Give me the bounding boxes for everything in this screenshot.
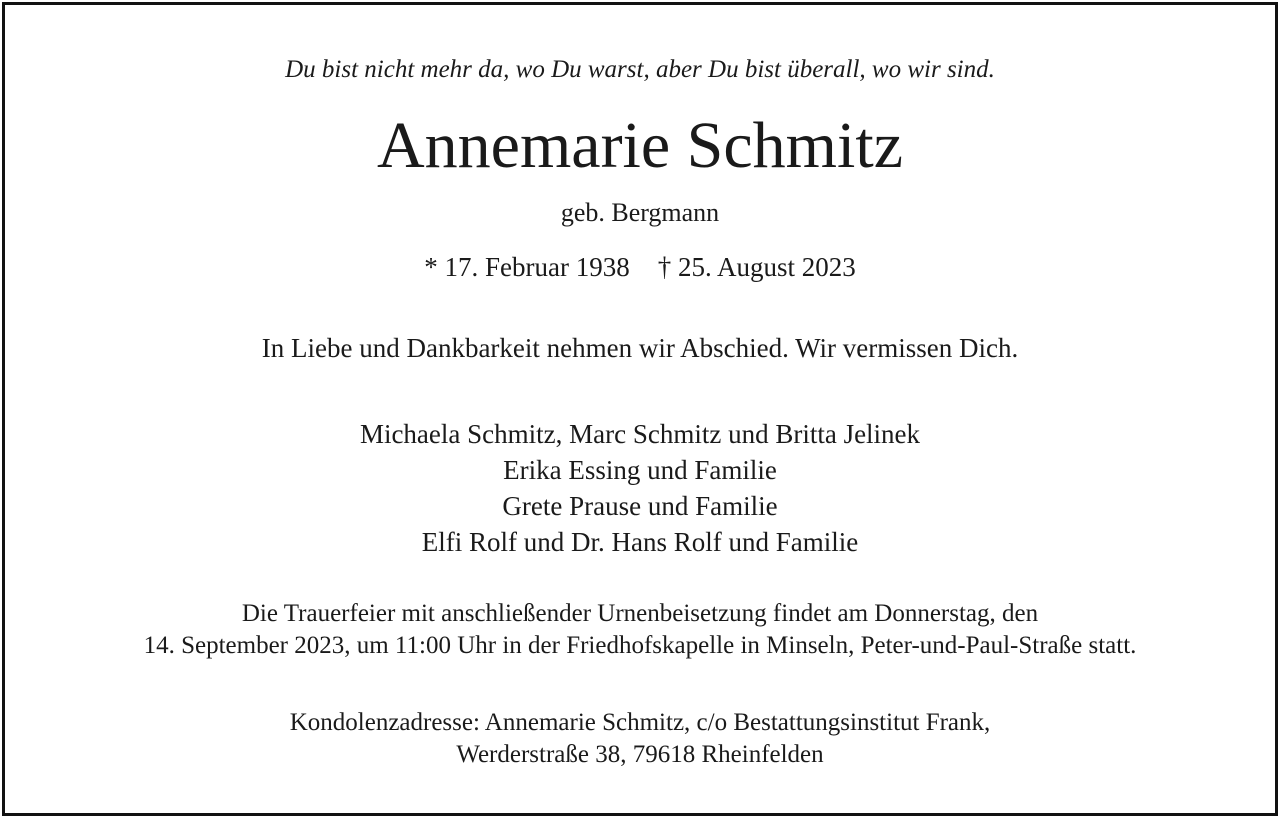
mourner-line: Michaela Schmitz, Marc Schmitz und Britta Jelinek [359,419,921,449]
farewell-text: In Liebe und Dankbarkeit nehmen wir Abschied. Wir vermissen Dich. [261,333,1019,363]
death-date: † 25. August 2023 [657,252,856,282]
maiden-name: geb. Bergmann [560,198,720,227]
ceremony-info-line-2: 14. September 2023, um 11:00 Uhr in der Friedhofskapelle in Minseln, Peter-und-Paul-Straße statt. [143,632,1137,659]
condolence-address-line-1: Kondolenzadresse: Annemarie Schmitz, c/o Bestattungsinstitut Frank, [289,709,991,736]
condolence-address-line-2: Werderstraße 38, 79618 Rheinfelden [456,741,824,768]
mourner-line: Elfi Rolf und Dr. Hans Rolf und Familie [421,527,859,557]
ceremony-info-line-1: Die Trauerfeier mit anschließender Urnenbeisetzung findet am Donnerstag, den [241,600,1039,627]
motto: Du bist nicht mehr da, wo Du warst, aber Du bist überall, wo wir sind. [285,56,995,83]
mourners-list [5,416,1275,560]
deceased-name: Annemarie Schmitz [376,109,903,182]
life-dates [5,254,1275,281]
birth-date: * 17. Februar 1938 [424,252,630,282]
mourner-line: Erika Essing und Familie [503,455,777,485]
mourner-line: Grete Prause und Familie [502,491,778,521]
obituary-notice [2,2,1278,816]
